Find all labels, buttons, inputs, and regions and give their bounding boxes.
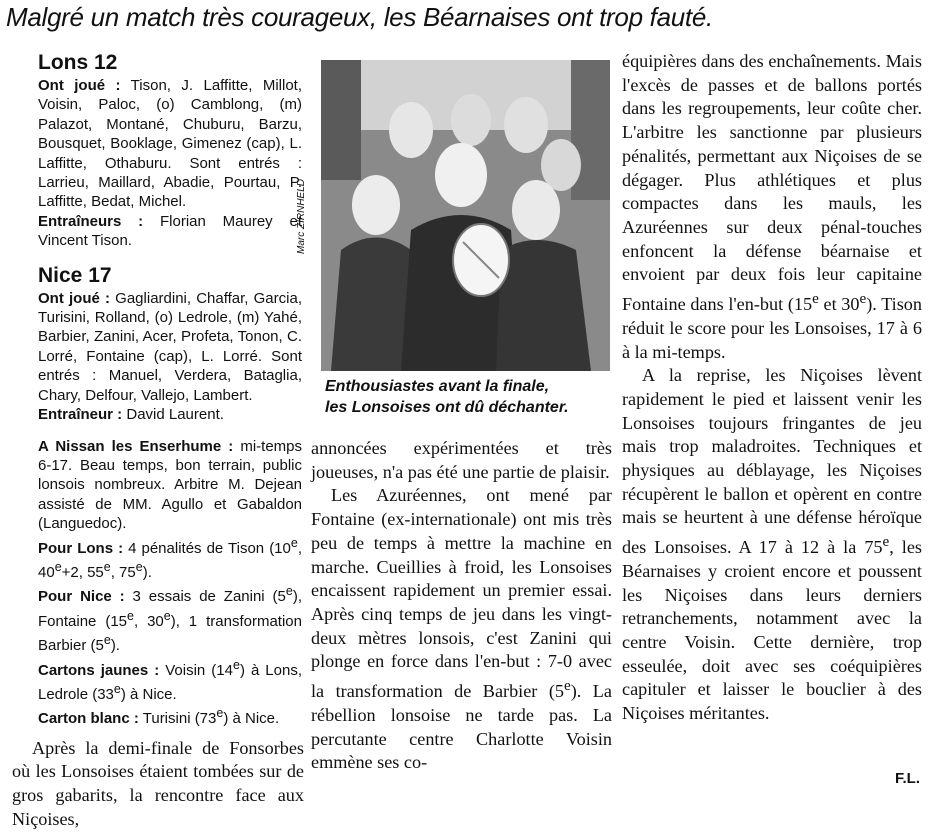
match-details [38, 437, 302, 729]
nice-scoring: Pour Nice : 3 essais de Zanini (5e), Fontaine (15e, 30e), 1 transformation Barbier (5e). [38, 584, 303, 655]
coach-text: Florian Maurey et Vincent Tison. [38, 212, 302, 250]
lons-lineup [38, 50, 302, 251]
team-photo-illustration [321, 60, 610, 371]
yellow-cards: Cartons jaunes : Voisin (14e) à Lons, Ledrole (33e) à Nice. [38, 657, 303, 703]
white-card: Carton blanc : Turisini (73e) à Nice. [38, 706, 280, 728]
match-sheet-column [12, 50, 304, 832]
article-column-3 [622, 50, 922, 726]
article-paragraph: annoncées expérimentées et très joueuses, n'a pas été une partie de plaisir. [311, 438, 612, 482]
played-label: Ont joué : [38, 77, 121, 94]
lons-scoring: Pour Lons : 4 pénalités de Tison (10e, $40^e+2$, 55e, 75e). [38, 535, 302, 581]
article-paragraph: équipières dans des enchaînements. Mais l'excès de passes et de ballons portés dans les regroupements, leur coûte cher. L'arbitre les sanctionne par plusieurs pénalités, permettant aux Niçoises de se dégager. Plus athlétiques et plus compactes dans les mauls, les Azuréennes sur deux pénal-touches enfoncent la défense béarnaise et envoient par deux fois leur capitaine Fontaine dans l'en-but (15e et 30e). Tison réduit le score pour les Lonsoises, 17 à 6 à la mi-temps. [622, 51, 922, 362]
venue-line: A Nissan les Enserhume : mi-temps 6-17. Beau temps, bon terrain, public lonsois nombreux. Arbitre M. Dejean assisté de MM. Agullo et Gabaldon (Languedoc). [38, 437, 302, 533]
article-paragraph: Les Azuréennes, ont mené par Fontaine (ex-internationale) ont mis très peu de temps à mettre la machine en marche. Cueillies à froid, les Lonsoises encaissent rapidement un premier essai. Après cinq temps de jeu dans les vingt-deux mètres lonsois, c'est Zanini qui plonge en force dans l'en-but : 7-0 avec la transformation de Barbier (5e). La rébellion lonsoise ne tarde pas. La percutante centre Charlotte Voisin emmène ses co- [311, 485, 612, 773]
team-title-lons: Lons 12 [38, 51, 118, 74]
article-start [12, 737, 304, 832]
photo-caption [325, 376, 615, 418]
lons-players [38, 76, 302, 212]
caption-line: les Lonsoises ont dû déchanter. [325, 399, 569, 416]
coach-label: Entraîneurs : [38, 212, 144, 230]
players-text: Tison, J. Laffitte, Millot, Voisin, Paloc, (o) Camblong, (m) Palazot, Montané, Chuburu, Barzu, Bousquet, Booklage, Gimenez (cap), L. Laffitte, Othaburu. Sont entrés : Larrieu, Maillard, Abadie, Pourtau, P. Laffitte, Bedat, Michel. [38, 77, 302, 211]
played-label: Ont joué : [38, 289, 110, 307]
caption-line: Enthousiastes avant la finale, [325, 378, 550, 395]
team-photo [321, 60, 610, 371]
nice-players [38, 289, 302, 405]
author-signature: F.L. [895, 770, 920, 787]
article-paragraph: A la reprise, les Niçoises lèvent rapidement le pied et laissent venir les Lonsoises toujours fringantes de jeu mais trop maladroites. Techniques et physiques au déblayage, les Niçoises récupèrent le ballon et opèrent en contre mais se heurtent à une défense héroïque des Lonsoises. A 17 à 12 à la 75e, les Béarnaises y croient encore et poussent les Niçoises dans leurs derniers retranchements, notamment avec la centre Voisin. Cette dernière, trop esseulée, doit avec ses coéquipières capituler et laisser le bouclier à des Niçoises méritantes. [622, 365, 922, 724]
lons-coaches [38, 212, 302, 251]
article-column-2 [311, 437, 612, 775]
article-paragraph: Après la demi-finale de Fonsorbes où les Lonsoises étaient tombées sur de gros gabarits, la rencontre face aux Niçoises, [12, 737, 304, 829]
nice-lineup [38, 263, 302, 425]
team-title-nice: Nice 17 [38, 263, 112, 287]
players-text: Gagliardini, Chaffar, Garcia, Turisini, Rolland, (o) Ledrole, (m) Yahé, Barbier, Zanini, Acer, Profeta, Tonon, C. Lorré, Fontaine (cap), L. Lorré. Sont entrés : Manuel, Verdera, Bataglia, Chary, Delfour, Vallejo, Lambert. [38, 289, 302, 404]
headline: Malgré un match très courageux, les Béarnaises ont trop fauté. [6, 2, 713, 32]
nice-coach [38, 405, 302, 424]
photo-credit: Marc ZIRNHELD [296, 178, 307, 254]
coach-text: David Laurent. [122, 406, 224, 424]
coach-label: Entraîneur : [38, 406, 123, 424]
